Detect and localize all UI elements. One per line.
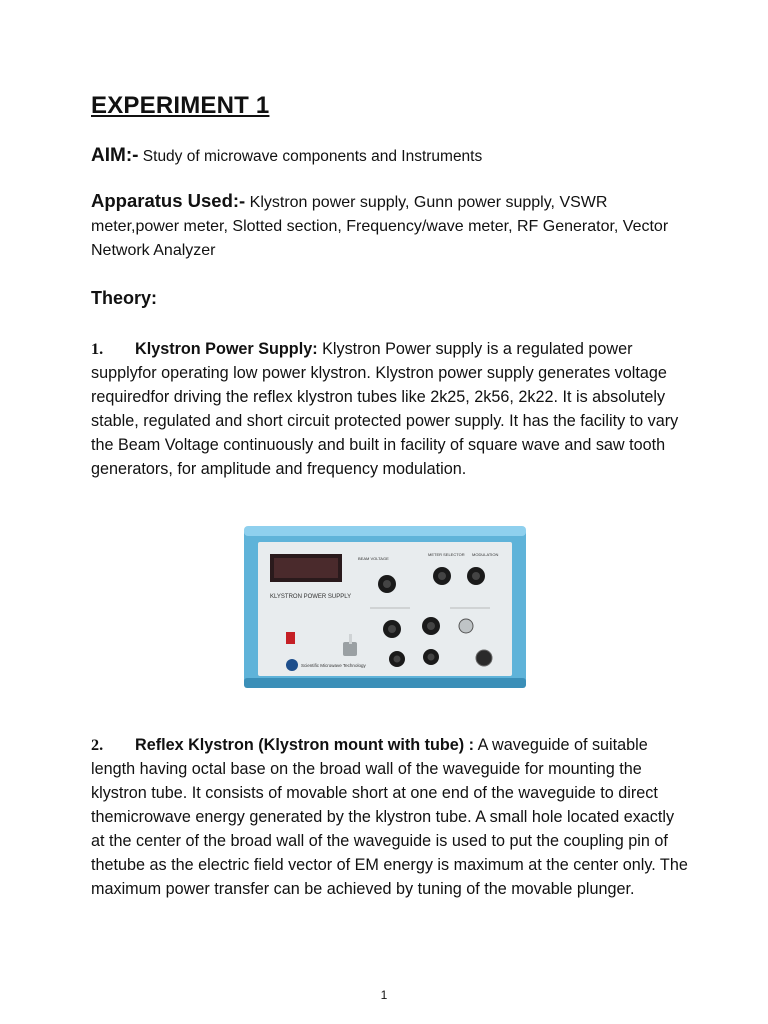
maker-logo (286, 659, 298, 671)
knob-cap (428, 654, 435, 661)
knob-label-modulation: MODULATION (472, 552, 499, 557)
knob-cap (472, 572, 480, 580)
knob-label-meter-selector: METER SELECTOR (428, 552, 465, 557)
knob-cap (388, 625, 396, 633)
section-heading: Klystron Power Supply: (135, 340, 318, 358)
section-klystron-power-supply (91, 337, 691, 481)
aim-line (91, 145, 482, 167)
section-number: 1. (91, 340, 104, 358)
knob-cap (383, 580, 391, 588)
toggle-switch (343, 642, 357, 656)
aim-label: AIM:- (91, 145, 139, 166)
apparatus-label: Apparatus Used:- (91, 190, 246, 211)
section-heading: Reflex Klystron (Klystron mount with tube) : (135, 736, 475, 754)
apparatus-paragraph (91, 189, 691, 263)
panel-label: KLYSTRON POWER SUPPLY (270, 594, 352, 600)
bnc-connector (459, 619, 473, 633)
theory-heading: Theory: (91, 288, 158, 308)
klystron-power-supply-photo (240, 520, 530, 695)
power-switch (286, 632, 295, 644)
page-number: 1 (380, 988, 388, 1002)
knob-cap (394, 656, 401, 663)
meter-display-glass (274, 558, 338, 578)
device-top-edge (244, 526, 526, 536)
device-base (244, 678, 526, 688)
knob-cap (427, 622, 435, 630)
maker-name: Scientific Microwave Technology (301, 663, 366, 668)
section-reflex-klystron (91, 733, 691, 901)
aim-text: Study of microwave components and Instruments (142, 148, 483, 165)
knob-cap (438, 572, 446, 580)
section-text: A waveguide of suitable length having octal base on the broad wall of the waveguide for mounting the klystron tube. It consists of movable short at one end of the waveguide to direct themicrowave energy generated by the klystron tube. A small hole located exactly at the center of the broad wall of the waveguide is used to put the coupling pin of thetube as the electric field vector of EM energy is maximum at the center only. The maximum power transfer can be achieved by tuning of the movable plunger. (91, 736, 688, 898)
toggle-lever (349, 634, 352, 644)
section-number: 2. (91, 736, 104, 754)
section-text: Klystron Power supply is a regulated power supplyfor operating low power klystron. Klystron power supply generates voltage requiredfor driving the reflex klystron tubes like 2k25, 2k56, 2k22. It is absolutely stable, regulated and short circuit protected power supply. It has the facility to vary the Beam Voltage continuously and built in facility of square wave and saw tooth generators, for amplitude and frequency modulation. (91, 340, 679, 478)
knob-label-beam-voltage: BEAM VOLTAGE (358, 556, 389, 561)
output-socket (476, 650, 492, 666)
page-title: EXPERIMENT 1 (91, 92, 270, 119)
apparatus-text: Klystron power supply, Gunn power supply, VSWR meter,power meter, Slotted section, Frequency/wave meter, RF Generator, Vector Network Analyzer (91, 194, 669, 259)
